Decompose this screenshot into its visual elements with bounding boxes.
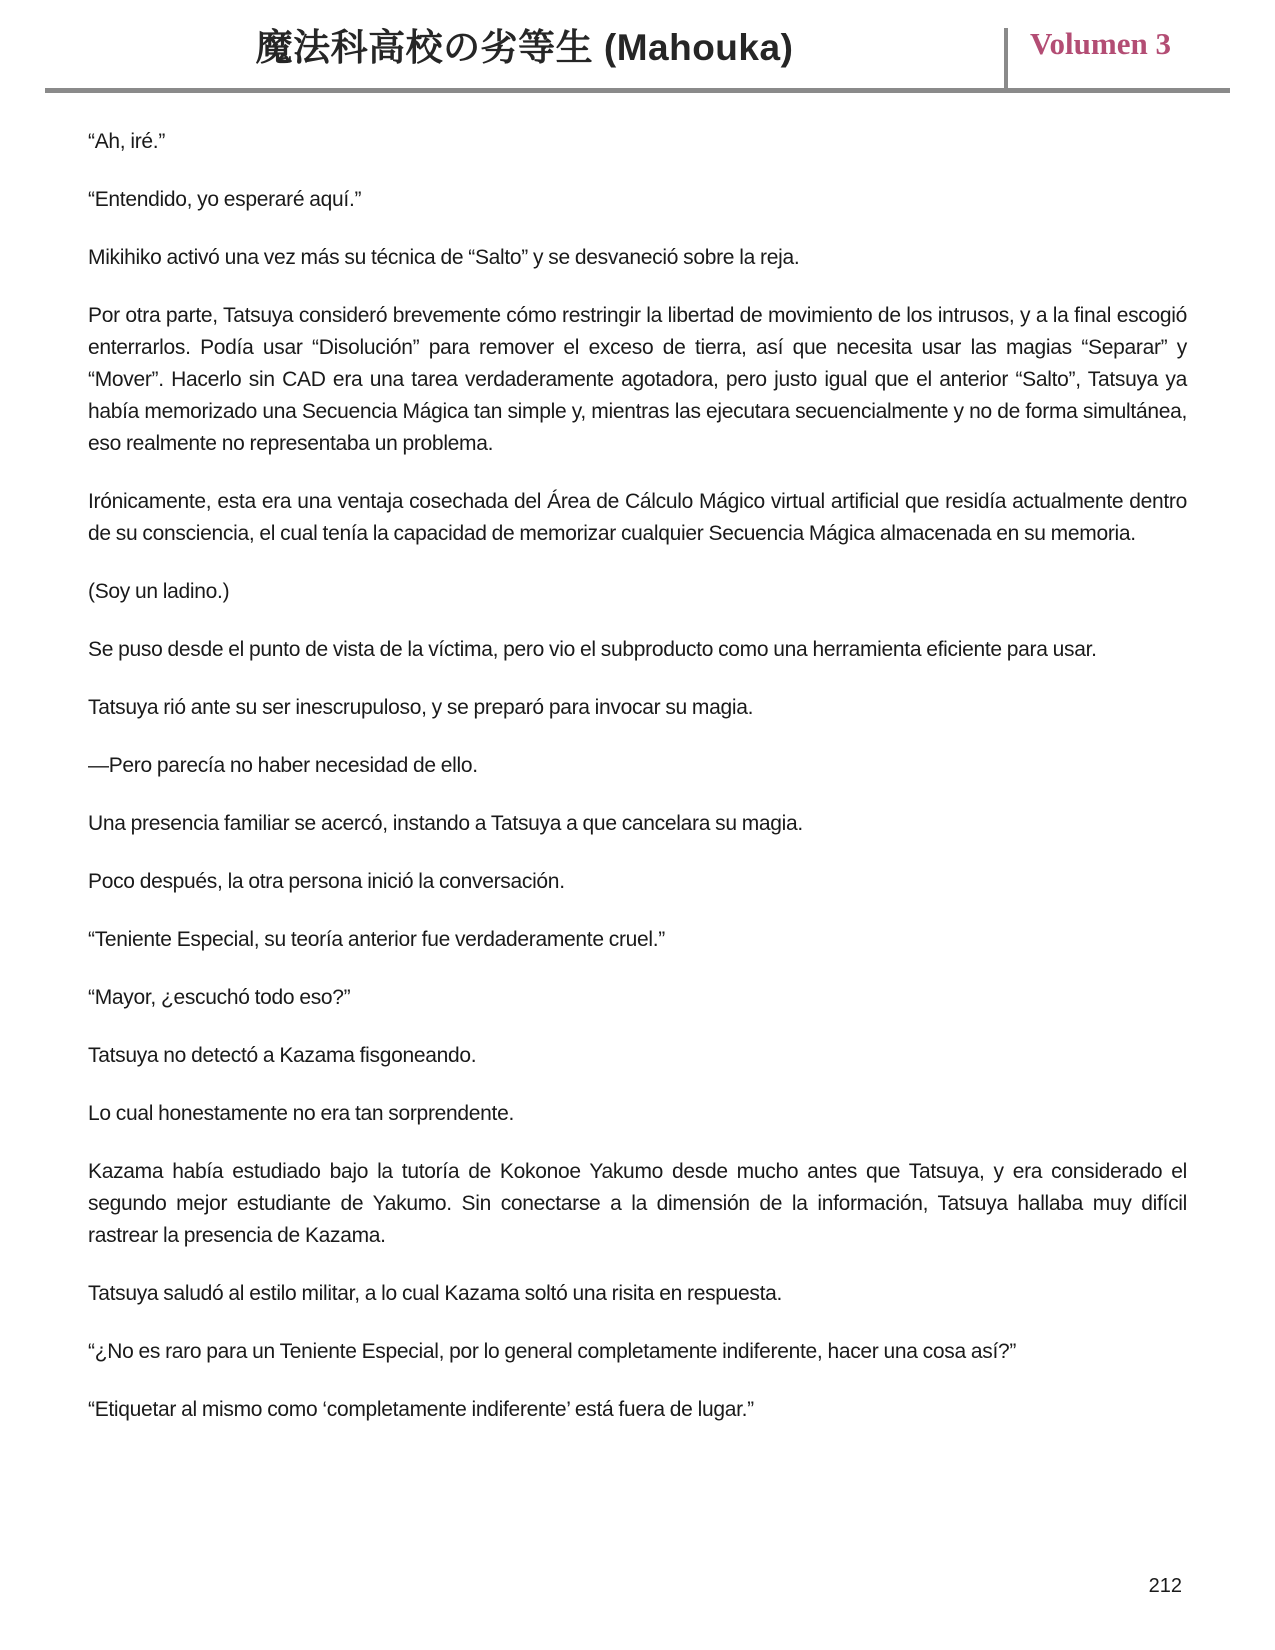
paragraph: “Ah, iré.” [88, 130, 166, 153]
volume-label: Volumen 3 [1030, 26, 1171, 61]
paragraph: Lo cual honestamente no era tan sorprendente. [88, 1102, 514, 1125]
series-title: 魔法科高校の劣等生 (Mahouka) [255, 27, 794, 68]
paragraph: (Soy un ladino.) [88, 580, 230, 603]
paragraph: Se puso desde el punto de vista de la víctima, pero vio el subproducto como una herramienta eficiente para usar. [88, 638, 1097, 661]
paragraph: “Entendido, yo esperaré aquí.” [88, 188, 362, 211]
page-body [0, 93, 1275, 1426]
paragraph: Poco después, la otra persona inició la conversación. [88, 870, 565, 893]
paragraph: Tatsuya rió ante su ser inescrupuloso, y se preparó para invocar su magia. [88, 696, 754, 719]
paragraph: “¿No es raro para un Teniente Especial, por lo general completamente indiferente, hacer una cosa así?” [88, 1340, 1017, 1363]
paragraph: Tatsuya no detectó a Kazama fisgoneando. [88, 1044, 477, 1067]
header-title-area [45, 0, 1004, 88]
paragraph: —Pero parecía no haber necesidad de ello. [88, 754, 478, 777]
page-number: 212 [1148, 1575, 1182, 1597]
paragraph: Mikihiko activó una vez más su técnica de “Salto” y se desvaneció sobre la reja. [88, 246, 800, 269]
paragraph: Tatsuya saludó al estilo militar, a lo cual Kazama soltó una risita en respuesta. [88, 1282, 783, 1305]
paragraph: Irónicamente, esta era una ventaja cosechada del Área de Cálculo Mágico virtual artificial que residía actualmente dentro de su consciencia, el cual tenía la capacidad de memorizar cualquier Secuencia Mágica almacenada en su memoria. [88, 490, 1187, 545]
paragraph: “Mayor, ¿escuchó todo eso?” [88, 986, 351, 1009]
header-volume-area [1008, 0, 1230, 88]
paragraph: Por otra parte, Tatsuya consideró brevemente cómo restringir la libertad de movimiento de los intrusos, y a la final escogió enterrarlos. Podía usar “Disolución” para remover el exceso de tierra, así que necesita usar las magias “Separar” y “Mover”. Hacerlo sin CAD era una tarea verdaderamente agotadora, pero justo igual que el anterior “Salto”, Tatsuya ya había memorizado una Secuencia Mágica tan simple y, mientras las ejecutara secuencialmente y no de forma simultánea, eso realmente no representaba un problema. [88, 304, 1187, 455]
paragraph: “Etiquetar al mismo como ‘completamente indiferente’ está fuera de lugar.” [88, 1398, 754, 1421]
page-header [45, 0, 1230, 88]
paragraph: Una presencia familiar se acercó, instando a Tatsuya a que cancelara su magia. [88, 812, 803, 835]
paragraph: “Teniente Especial, su teoría anterior fue verdaderamente cruel.” [88, 928, 665, 951]
paragraph: Kazama había estudiado bajo la tutoría de Kokonoe Yakumo desde mucho antes que Tatsuya, y era considerado el segundo mejor estudiante de Yakumo. Sin conectarse a la dimensión de la información, Tatsuya hallaba muy difícil rastrear la presencia de Kazama. [88, 1160, 1187, 1247]
